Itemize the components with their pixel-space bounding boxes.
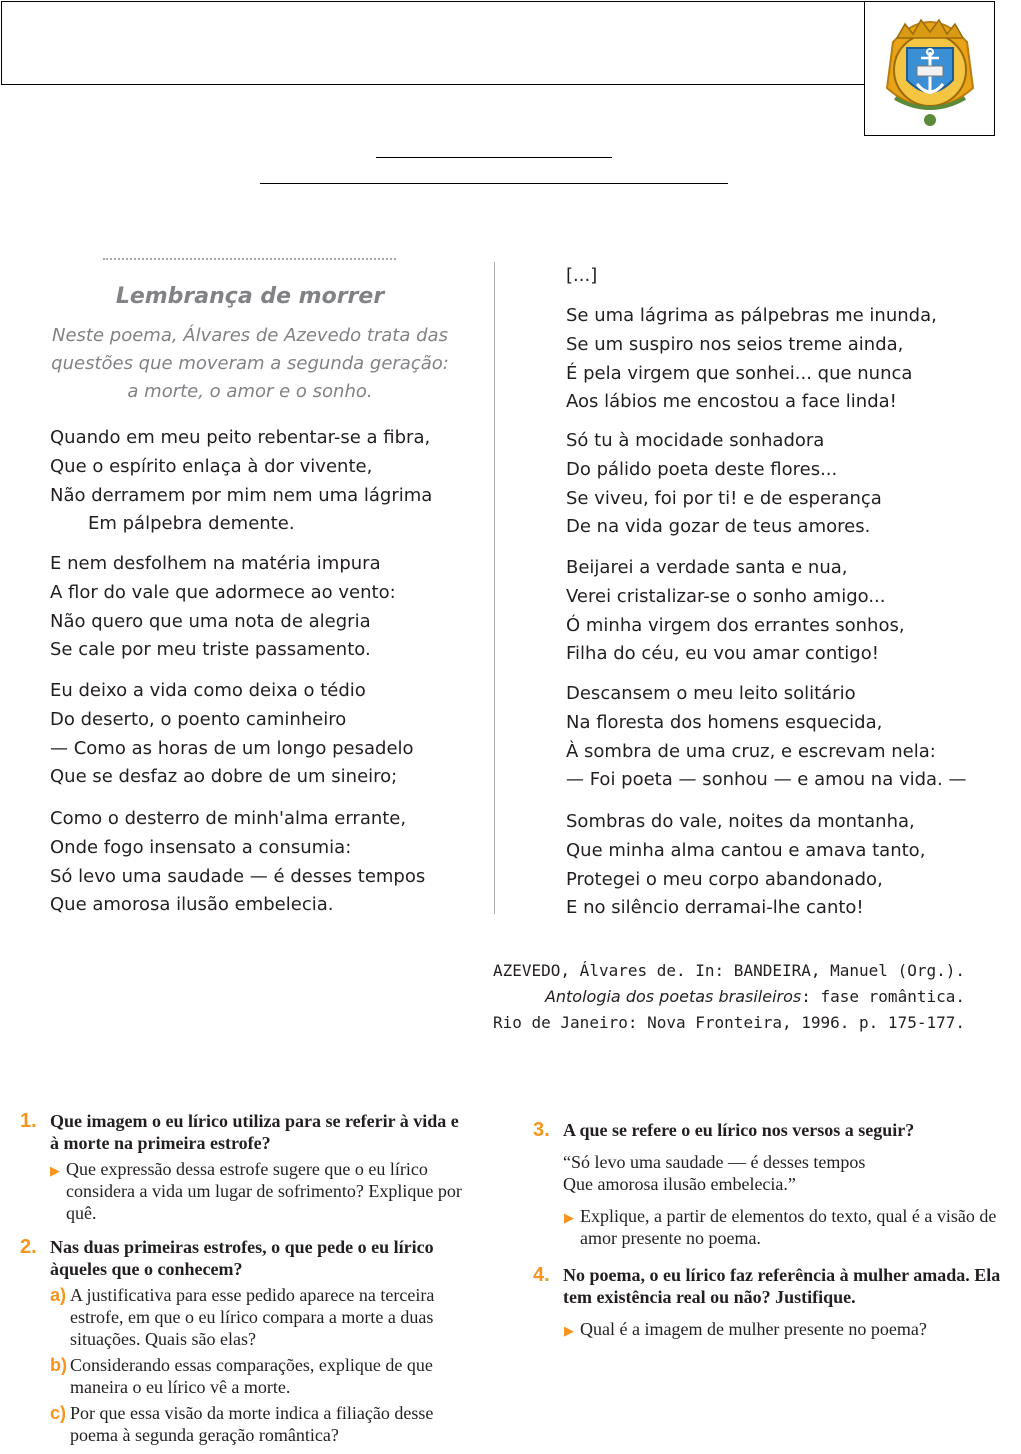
item-b bbox=[50, 1354, 472, 1398]
credit-line bbox=[493, 984, 965, 1010]
stanza-6 bbox=[566, 427, 882, 542]
item-text: Por que essa visão da morte indica a filiação desse poema à segunda geração romântica? bbox=[70, 1403, 434, 1445]
verse: Aos lábios me encostou a face linda! bbox=[566, 391, 897, 413]
stanza-7 bbox=[566, 554, 905, 669]
question-text: No poema, o eu lírico faz referência à mulher amada. Ela tem existência real ou não? Justifique. bbox=[563, 1265, 1001, 1307]
intro-line: Neste poema, Álvares de Azevedo trata das bbox=[52, 325, 448, 346]
verse: Se uma lágrima as pálpebras me inunda, bbox=[566, 305, 937, 326]
item-text: A justificativa para esse pedido aparece na terceira estrofe, em que o eu lírico compara a morte a duas situações. Quais são elas? bbox=[70, 1285, 435, 1349]
school-crest-logo bbox=[864, 1, 995, 136]
stanza-9 bbox=[566, 808, 925, 923]
item-letter: c) bbox=[50, 1403, 67, 1423]
verse: Em pálpebra demente. bbox=[88, 513, 295, 535]
follow-up bbox=[50, 1158, 472, 1224]
verse: Beijarei a verdade santa e nua, bbox=[566, 557, 848, 578]
question-1 bbox=[20, 1110, 472, 1224]
verse: Descansem o meu leito solitário bbox=[566, 683, 856, 704]
stanza-4 bbox=[50, 805, 425, 920]
question-3 bbox=[533, 1119, 1011, 1249]
ellipsis: [...] bbox=[566, 265, 598, 286]
follow-up-text: Que expressão dessa estrofe sugere que o eu lírico considera a vida um lugar de sofrimento? Explique por quê. bbox=[66, 1159, 462, 1223]
verse: Protegei o meu corpo abandonado, bbox=[566, 868, 883, 890]
stanza-1 bbox=[50, 424, 432, 539]
intro-line: a morte, o amor e o sonho. bbox=[127, 381, 373, 402]
subtitle-blank-line[interactable] bbox=[260, 183, 728, 184]
question-text: Que imagem o eu lírico utiliza para se referir à vida e à morte na primeira estrofe? bbox=[50, 1111, 459, 1153]
header-box bbox=[1, 1, 864, 85]
verse: Se um suspiro nos seios treme ainda, bbox=[566, 333, 904, 355]
quoted-verses bbox=[563, 1151, 1011, 1195]
follow-up-text: Qual é a imagem de mulher presente no poema? bbox=[580, 1319, 927, 1339]
verse: Que o espírito enlaça à dor vivente, bbox=[50, 455, 373, 477]
question-number: 2. bbox=[20, 1236, 37, 1258]
question-number: 4. bbox=[533, 1264, 550, 1286]
verse: Filha do céu, eu vou amar contigo! bbox=[566, 643, 879, 665]
title-blank-line[interactable] bbox=[376, 157, 612, 158]
verse: — Como as horas de um longo pesadelo bbox=[50, 737, 414, 759]
item-a bbox=[50, 1284, 472, 1350]
quote-line: Que amorosa ilusão embelecia.” bbox=[563, 1174, 796, 1194]
item-letter: b) bbox=[50, 1355, 67, 1375]
verse: Do deserto, o poento caminheiro bbox=[50, 708, 347, 730]
verse: Que se desfaz ao dobre de um sineiro; bbox=[50, 766, 398, 788]
quote-line: “Só levo uma saudade — é desses tempos bbox=[563, 1152, 866, 1172]
verse: E no silêncio derramai-lhe canto! bbox=[566, 897, 864, 919]
verse: Não derramem por mim nem uma lágrima bbox=[50, 484, 433, 506]
verse: Ó minha virgem dos errantes sonhos, bbox=[566, 614, 905, 636]
verse: Que amorosa ilusão embelecia. bbox=[50, 894, 334, 916]
verse: Do pálido poeta deste flores... bbox=[566, 458, 838, 480]
poem-title: Lembrança de morrer bbox=[115, 284, 385, 309]
verse: Verei cristalizar-se o sonho amigo... bbox=[566, 585, 886, 607]
verse: Se cale por meu triste passamento. bbox=[50, 639, 371, 661]
question-text: Nas duas primeiras estrofes, o que pede o eu lírico àqueles que o conhecem? bbox=[50, 1237, 434, 1279]
credit-line: Rio de Janeiro: Nova Fronteira, 1996. p. 175-177. bbox=[492, 1013, 965, 1032]
verse: Que minha alma cantou e amava tanto, bbox=[566, 839, 926, 861]
stanza-5 bbox=[566, 302, 937, 417]
follow-up-text: Explique, a partir de elementos do texto, qual é a visão de amor presente no poema. bbox=[580, 1206, 997, 1248]
anthology-title: Antologia dos poetas brasileiros bbox=[544, 987, 802, 1006]
verse: Na floresta dos homens esquecida, bbox=[566, 711, 883, 733]
question-number: 3. bbox=[533, 1119, 550, 1141]
verse: Não quero que uma nota de alegria bbox=[50, 610, 371, 632]
verse: Se viveu, foi por ti! e de esperança bbox=[566, 487, 882, 509]
question-number: 1. bbox=[20, 1110, 37, 1132]
stanza-8 bbox=[566, 680, 967, 795]
verse: E nem desfolhem na matéria impura bbox=[50, 553, 381, 574]
triangle-bullet-icon: ▶ bbox=[50, 1163, 60, 1178]
verse: De na vida gozar de teus amores. bbox=[566, 516, 871, 538]
triangle-bullet-icon: ▶ bbox=[564, 1323, 574, 1338]
question-4 bbox=[533, 1264, 1011, 1340]
verse: Como o desterro de minh'alma errante, bbox=[50, 808, 407, 829]
dotted-rule bbox=[103, 258, 396, 260]
credit-text: : fase romântica. bbox=[801, 987, 965, 1006]
intro-line: questões que moveram a segunda geração: bbox=[51, 353, 449, 374]
credit-line: AZEVEDO, Álvares de. In: BANDEIRA, Manuel (Org.). bbox=[492, 961, 965, 980]
question-text: A que se refere o eu lírico nos versos a seguir? bbox=[563, 1120, 915, 1140]
verse: Só levo uma saudade — é desses tempos bbox=[50, 865, 426, 887]
anchor-crest-icon bbox=[875, 8, 985, 130]
follow-up bbox=[564, 1205, 1011, 1249]
follow-up bbox=[564, 1318, 1011, 1340]
triangle-bullet-icon: ▶ bbox=[564, 1210, 574, 1225]
item-c bbox=[50, 1402, 472, 1446]
verse: A flor do vale que adormece ao vento: bbox=[50, 581, 396, 603]
verse: É pela virgem que sonhei... que nunca bbox=[566, 362, 913, 384]
stanza-2 bbox=[50, 550, 396, 665]
source-credit bbox=[493, 958, 965, 1036]
poem-intro bbox=[50, 322, 450, 406]
verse: Onde fogo insensato a consumia: bbox=[50, 836, 352, 858]
item-letter: a) bbox=[50, 1285, 67, 1305]
verse: Sombras do vale, noites da montanha, bbox=[566, 811, 915, 832]
verse: Só tu à mocidade sonhadora bbox=[566, 430, 825, 451]
verse: Quando em meu peito rebentar-se a fibra, bbox=[50, 427, 431, 448]
verse: — Foi poeta — sonhou — e amou na vida. — bbox=[566, 769, 967, 791]
column-divider bbox=[494, 262, 495, 914]
verse: À sombra de uma cruz, e escrevam nela: bbox=[566, 740, 936, 762]
stanza-3 bbox=[50, 677, 414, 792]
question-2 bbox=[20, 1236, 472, 1446]
item-text: Considerando essas comparações, explique de que maneira o eu lírico vê a morte. bbox=[70, 1355, 433, 1397]
verse: Eu deixo a vida como deixa o tédio bbox=[50, 680, 366, 701]
